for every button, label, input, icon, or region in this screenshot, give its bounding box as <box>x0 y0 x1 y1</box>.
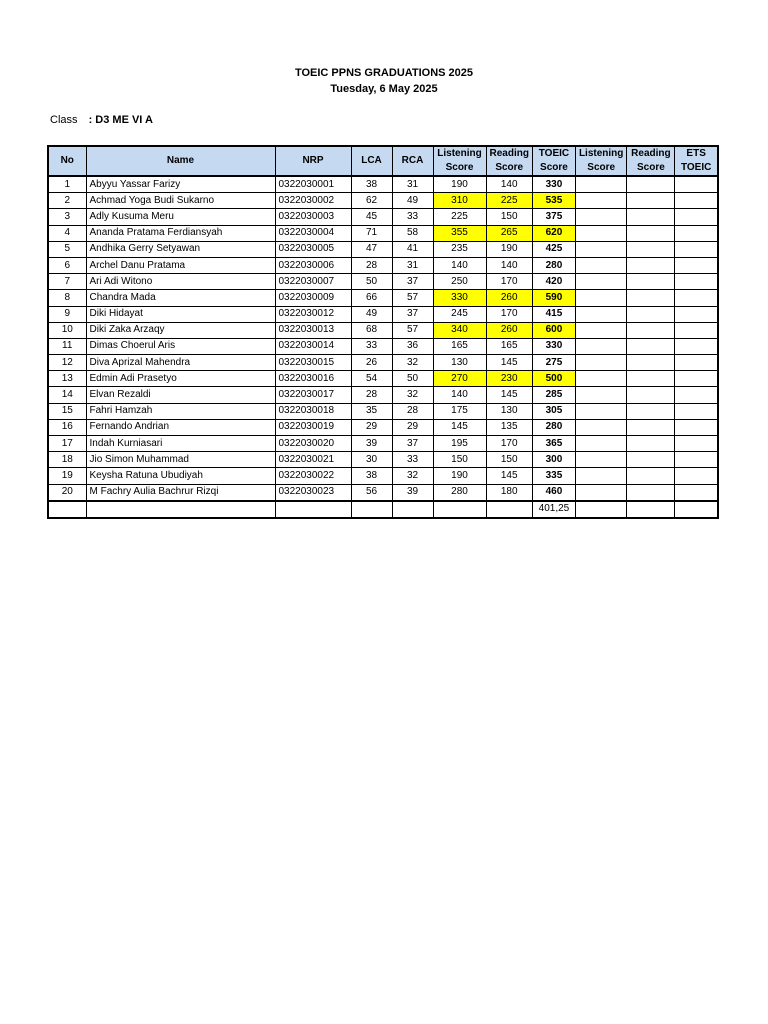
cell-reading2 <box>627 436 675 452</box>
document-title: TOEIC PPNS GRADUATIONS 2025 <box>294 67 474 79</box>
cell-lca: 38 <box>351 468 392 484</box>
cell-lca: 54 <box>351 371 392 387</box>
cell-reading: 265 <box>486 225 532 241</box>
cell-listening: 195 <box>433 436 486 452</box>
cell-reading2 <box>627 338 675 354</box>
cell-reading: 180 <box>486 484 532 501</box>
cell-listening: 190 <box>433 176 486 193</box>
cell-ets <box>675 290 718 306</box>
cell-ets <box>675 452 718 468</box>
score-table <box>47 145 719 519</box>
cell-listening: 280 <box>433 484 486 501</box>
document-date: Tuesday, 6 May 2025 <box>330 83 438 95</box>
cell-lca: 45 <box>351 209 392 225</box>
cell-nrp: 0322030016 <box>275 371 351 387</box>
average-toeic-score: 401,25 <box>532 501 575 518</box>
cell-reading: 140 <box>486 176 532 193</box>
cell-lca: 28 <box>351 257 392 273</box>
cell-toeic: 305 <box>532 403 575 419</box>
cell-listening2 <box>575 484 626 501</box>
cell-lca: 49 <box>351 306 392 322</box>
cell-rca: 33 <box>392 452 433 468</box>
col-reading2-bottom: Score <box>627 161 675 176</box>
col-name: Name <box>86 146 275 176</box>
cell-lca: 50 <box>351 274 392 290</box>
average-row <box>48 501 718 518</box>
cell-toeic: 330 <box>532 176 575 193</box>
cell-name: Diki Hidayat <box>86 306 275 322</box>
col-ets-bottom: TOEIC <box>675 161 718 176</box>
col-listening2-bottom: Score <box>575 161 626 176</box>
cell-name: Abyyu Yassar Farizy <box>86 176 275 193</box>
cell-rca: 31 <box>392 176 433 193</box>
cell-reading: 165 <box>486 338 532 354</box>
col-lca: LCA <box>351 146 392 176</box>
col-reading2-top: Reading <box>627 146 675 161</box>
cell-listening2 <box>575 403 626 419</box>
cell-no: 16 <box>48 419 86 435</box>
cell-ets <box>675 257 718 273</box>
cell-toeic: 535 <box>532 193 575 209</box>
cell-listening: 270 <box>433 371 486 387</box>
cell-rca: 37 <box>392 274 433 290</box>
table-row <box>48 306 718 322</box>
cell-listening: 355 <box>433 225 486 241</box>
cell-listening2 <box>575 436 626 452</box>
cell-listening: 190 <box>433 468 486 484</box>
cell-listening2 <box>575 257 626 273</box>
cell-nrp: 0322030013 <box>275 322 351 338</box>
cell-listening: 145 <box>433 419 486 435</box>
cell-no: 4 <box>48 225 86 241</box>
cell-rca: 50 <box>392 371 433 387</box>
cell-ets <box>675 274 718 290</box>
cell-toeic: 600 <box>532 322 575 338</box>
cell-no: 20 <box>48 484 86 501</box>
cell-rca: 37 <box>392 306 433 322</box>
cell-rca: 37 <box>392 436 433 452</box>
cell-listening2 <box>575 193 626 209</box>
cell-listening: 340 <box>433 322 486 338</box>
cell-toeic: 420 <box>532 274 575 290</box>
cell-ets <box>675 306 718 322</box>
cell-listening2 <box>575 322 626 338</box>
cell-ets <box>675 322 718 338</box>
cell-rca: 41 <box>392 241 433 257</box>
cell-no: 1 <box>48 176 86 193</box>
cell-reading2 <box>627 257 675 273</box>
cell-rca: 28 <box>392 403 433 419</box>
cell-nrp: 0322030022 <box>275 468 351 484</box>
cell-name: Diki Zaka Arzaqy <box>86 322 275 338</box>
cell-no: 18 <box>48 452 86 468</box>
table-row <box>48 436 718 452</box>
cell-reading: 260 <box>486 290 532 306</box>
cell-reading2 <box>627 371 675 387</box>
cell-name: Edmin Adi Prasetyo <box>86 371 275 387</box>
cell-reading: 150 <box>486 452 532 468</box>
cell-lca: 47 <box>351 241 392 257</box>
cell-nrp: 0322030004 <box>275 225 351 241</box>
cell-listening: 130 <box>433 355 486 371</box>
header-row-1 <box>48 146 718 161</box>
table-row <box>48 225 718 241</box>
cell-listening: 225 <box>433 209 486 225</box>
cell-reading2 <box>627 274 675 290</box>
cell-name: Fernando Andrian <box>86 419 275 435</box>
table-body <box>48 176 718 501</box>
cell-name: Ari Adi Witono <box>86 274 275 290</box>
cell-reading2 <box>627 290 675 306</box>
cell-name: M Fachry Aulia Bachrur Rizqi <box>86 484 275 501</box>
cell-rca: 39 <box>392 484 433 501</box>
cell-no: 8 <box>48 290 86 306</box>
cell-reading: 145 <box>486 355 532 371</box>
cell-reading2 <box>627 484 675 501</box>
cell-ets <box>675 436 718 452</box>
cell-nrp: 0322030012 <box>275 306 351 322</box>
cell-no: 10 <box>48 322 86 338</box>
cell-no: 6 <box>48 257 86 273</box>
cell-toeic: 375 <box>532 209 575 225</box>
cell-rca: 33 <box>392 209 433 225</box>
table-row <box>48 468 718 484</box>
table-row <box>48 419 718 435</box>
cell-nrp: 0322030003 <box>275 209 351 225</box>
cell-toeic: 280 <box>532 419 575 435</box>
cell-ets <box>675 355 718 371</box>
cell-nrp: 0322030021 <box>275 452 351 468</box>
cell-name: Fahri Hamzah <box>86 403 275 419</box>
cell-reading: 230 <box>486 371 532 387</box>
cell-reading: 260 <box>486 322 532 338</box>
cell-toeic: 275 <box>532 355 575 371</box>
cell-reading: 140 <box>486 257 532 273</box>
cell-listening: 245 <box>433 306 486 322</box>
cell-toeic: 285 <box>532 387 575 403</box>
cell-toeic: 365 <box>532 436 575 452</box>
cell-listening2 <box>575 241 626 257</box>
cell-nrp: 0322030009 <box>275 290 351 306</box>
cell-no: 12 <box>48 355 86 371</box>
cell-name: Chandra Mada <box>86 290 275 306</box>
cell-ets <box>675 387 718 403</box>
cell-listening: 175 <box>433 403 486 419</box>
cell-name: Achmad Yoga Budi Sukarno <box>86 193 275 209</box>
cell-ets <box>675 484 718 501</box>
cell-lca: 33 <box>351 338 392 354</box>
cell-toeic: 620 <box>532 225 575 241</box>
cell-nrp: 0322030006 <box>275 257 351 273</box>
cell-lca: 66 <box>351 290 392 306</box>
cell-rca: 32 <box>392 468 433 484</box>
cell-listening2 <box>575 225 626 241</box>
cell-listening2 <box>575 419 626 435</box>
cell-no: 14 <box>48 387 86 403</box>
col-toeic-top: TOEIC <box>532 146 575 161</box>
cell-reading: 225 <box>486 193 532 209</box>
cell-reading: 170 <box>486 306 532 322</box>
cell-lca: 30 <box>351 452 392 468</box>
cell-reading2 <box>627 355 675 371</box>
col-toeic-bottom: Score <box>532 161 575 176</box>
cell-no: 13 <box>48 371 86 387</box>
cell-lca: 71 <box>351 225 392 241</box>
cell-reading2 <box>627 452 675 468</box>
cell-listening2 <box>575 452 626 468</box>
class-line <box>50 114 153 126</box>
table-row <box>48 484 718 501</box>
table-row <box>48 209 718 225</box>
cell-nrp: 0322030017 <box>275 387 351 403</box>
cell-listening: 165 <box>433 338 486 354</box>
cell-nrp: 0322030014 <box>275 338 351 354</box>
cell-toeic: 500 <box>532 371 575 387</box>
cell-reading2 <box>627 193 675 209</box>
cell-ets <box>675 403 718 419</box>
class-value: : D3 ME VI A <box>88 114 153 126</box>
cell-toeic: 590 <box>532 290 575 306</box>
cell-ets <box>675 209 718 225</box>
cell-name: Keysha Ratuna Ubudiyah <box>86 468 275 484</box>
cell-reading: 170 <box>486 436 532 452</box>
cell-toeic: 460 <box>532 484 575 501</box>
cell-lca: 38 <box>351 176 392 193</box>
cell-reading2 <box>627 241 675 257</box>
cell-listening2 <box>575 387 626 403</box>
cell-rca: 36 <box>392 338 433 354</box>
col-nrp: NRP <box>275 146 351 176</box>
cell-nrp: 0322030005 <box>275 241 351 257</box>
cell-name: Elvan Rezaldi <box>86 387 275 403</box>
col-no: No <box>48 146 86 176</box>
cell-listening: 140 <box>433 387 486 403</box>
cell-reading2 <box>627 419 675 435</box>
table-row <box>48 193 718 209</box>
col-listening2-top: Listening <box>575 146 626 161</box>
cell-reading: 170 <box>486 274 532 290</box>
col-listening-bottom: Score <box>433 161 486 176</box>
table-row <box>48 371 718 387</box>
cell-listening: 250 <box>433 274 486 290</box>
cell-no: 15 <box>48 403 86 419</box>
cell-nrp: 0322030002 <box>275 193 351 209</box>
cell-name: Andhika Gerry Setyawan <box>86 241 275 257</box>
cell-ets <box>675 225 718 241</box>
cell-listening: 150 <box>433 452 486 468</box>
table-row <box>48 355 718 371</box>
cell-reading: 145 <box>486 468 532 484</box>
table-row <box>48 274 718 290</box>
cell-reading2 <box>627 468 675 484</box>
cell-listening: 235 <box>433 241 486 257</box>
cell-nrp: 0322030020 <box>275 436 351 452</box>
cell-no: 9 <box>48 306 86 322</box>
cell-reading2 <box>627 306 675 322</box>
cell-name: Dimas Choerul Aris <box>86 338 275 354</box>
class-label: Class <box>50 114 78 126</box>
cell-nrp: 0322030015 <box>275 355 351 371</box>
cell-reading2 <box>627 209 675 225</box>
cell-name: Adly Kusuma Meru <box>86 209 275 225</box>
cell-lca: 29 <box>351 419 392 435</box>
cell-reading: 150 <box>486 209 532 225</box>
cell-listening: 140 <box>433 257 486 273</box>
cell-listening: 330 <box>433 290 486 306</box>
cell-listening2 <box>575 209 626 225</box>
cell-no: 19 <box>48 468 86 484</box>
table-row <box>48 257 718 273</box>
cell-no: 2 <box>48 193 86 209</box>
cell-name: Indah Kurniasari <box>86 436 275 452</box>
cell-lca: 26 <box>351 355 392 371</box>
cell-listening: 310 <box>433 193 486 209</box>
cell-ets <box>675 176 718 193</box>
cell-lca: 62 <box>351 193 392 209</box>
table-row <box>48 403 718 419</box>
table-row <box>48 452 718 468</box>
cell-listening2 <box>575 338 626 354</box>
cell-reading2 <box>627 176 675 193</box>
cell-nrp: 0322030018 <box>275 403 351 419</box>
cell-lca: 35 <box>351 403 392 419</box>
cell-rca: 29 <box>392 419 433 435</box>
table-row <box>48 338 718 354</box>
col-reading-top: Reading <box>486 146 532 161</box>
table-row <box>48 290 718 306</box>
cell-rca: 49 <box>392 193 433 209</box>
cell-toeic: 425 <box>532 241 575 257</box>
cell-reading2 <box>627 322 675 338</box>
cell-rca: 32 <box>392 355 433 371</box>
cell-lca: 68 <box>351 322 392 338</box>
cell-nrp: 0322030001 <box>275 176 351 193</box>
cell-reading2 <box>627 403 675 419</box>
cell-name: Ananda Pratama Ferdiansyah <box>86 225 275 241</box>
cell-nrp: 0322030007 <box>275 274 351 290</box>
col-reading-bottom: Score <box>486 161 532 176</box>
cell-listening2 <box>575 274 626 290</box>
cell-no: 5 <box>48 241 86 257</box>
cell-lca: 39 <box>351 436 392 452</box>
cell-reading: 190 <box>486 241 532 257</box>
cell-toeic: 300 <box>532 452 575 468</box>
cell-rca: 58 <box>392 225 433 241</box>
table-row <box>48 322 718 338</box>
cell-listening2 <box>575 355 626 371</box>
cell-ets <box>675 468 718 484</box>
cell-nrp: 0322030019 <box>275 419 351 435</box>
cell-ets <box>675 419 718 435</box>
cell-no: 17 <box>48 436 86 452</box>
cell-rca: 32 <box>392 387 433 403</box>
table-row <box>48 387 718 403</box>
col-ets-top: ETS <box>675 146 718 161</box>
cell-listening2 <box>575 371 626 387</box>
cell-no: 3 <box>48 209 86 225</box>
cell-reading: 135 <box>486 419 532 435</box>
table-row <box>48 241 718 257</box>
cell-no: 11 <box>48 338 86 354</box>
cell-listening2 <box>575 290 626 306</box>
cell-toeic: 280 <box>532 257 575 273</box>
cell-listening2 <box>575 176 626 193</box>
cell-rca: 57 <box>392 322 433 338</box>
cell-toeic: 335 <box>532 468 575 484</box>
cell-rca: 31 <box>392 257 433 273</box>
cell-name: Jio Simon Muhammad <box>86 452 275 468</box>
cell-reading2 <box>627 225 675 241</box>
cell-reading: 130 <box>486 403 532 419</box>
cell-name: Diva Aprizal Mahendra <box>86 355 275 371</box>
cell-ets <box>675 371 718 387</box>
cell-toeic: 415 <box>532 306 575 322</box>
cell-nrp: 0322030023 <box>275 484 351 501</box>
cell-rca: 57 <box>392 290 433 306</box>
cell-ets <box>675 338 718 354</box>
cell-lca: 56 <box>351 484 392 501</box>
cell-toeic: 330 <box>532 338 575 354</box>
col-listening-top: Listening <box>433 146 486 161</box>
col-rca: RCA <box>392 146 433 176</box>
cell-listening2 <box>575 468 626 484</box>
cell-ets <box>675 241 718 257</box>
table-row <box>48 176 718 193</box>
cell-reading: 145 <box>486 387 532 403</box>
cell-ets <box>675 193 718 209</box>
cell-reading2 <box>627 387 675 403</box>
cell-listening2 <box>575 306 626 322</box>
cell-name: Archel Danu Pratama <box>86 257 275 273</box>
cell-lca: 28 <box>351 387 392 403</box>
cell-no: 7 <box>48 274 86 290</box>
